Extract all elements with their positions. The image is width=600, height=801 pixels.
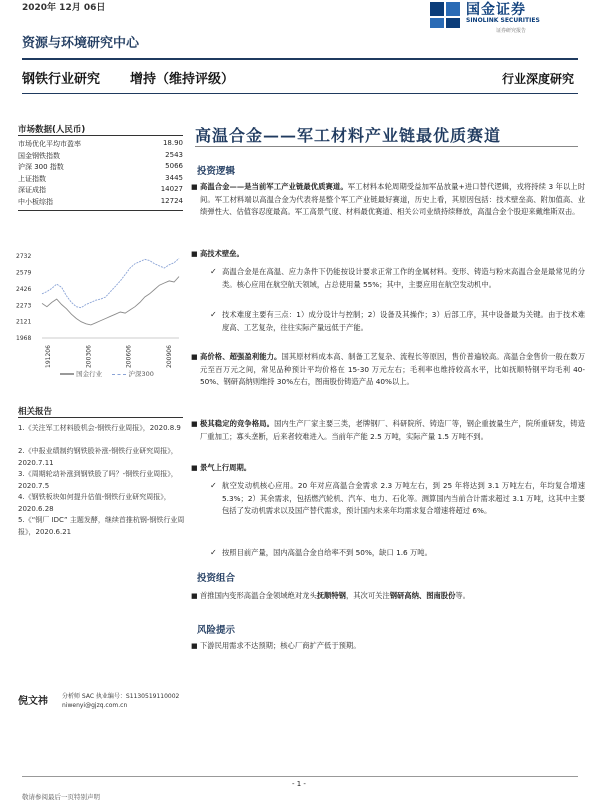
- series-line-industry: [42, 277, 179, 325]
- para-text: 军工材料本轮周期受益加军品放量+进口替代逻辑，戎将持续 3 年以上时间。军工材料端以高温合金为代表将是整个军工产业链最好赛道，历史上看，其原因包括：技术壁垒高、附加值高、业绩弹性大、估值容忍度最高。军工高景气度、材料最优赛道、相关公司业绩持续释放，高温合金个股迎来戴维斯双击。: [200, 182, 585, 216]
- para-text: 国内生产厂家主要三类，老牌钢厂、科研院所、铸造厂等，钢企重披量生产，院所重研发，铸造厂重加工；寡头垄断，后来者较难进入。当前年产能 2.5 万吨，实际产量 1.5 万吨不到。: [200, 419, 585, 441]
- para-alloy-definition: [210, 266, 585, 291]
- x-tick-label: 200606: [125, 345, 133, 368]
- related-report-item[interactable]: 3.《周期轮动补涨到钢铁股了吗？-钢铁行业周报》，2020.7.5: [18, 470, 178, 490]
- y-tick-label: 2121: [16, 318, 32, 326]
- heading-investment-logic: 投资逻辑: [197, 166, 236, 177]
- para-text: ，其次可关注: [345, 591, 390, 600]
- bullet-icon: ■: [191, 592, 198, 600]
- market-value: 14027: [160, 185, 183, 193]
- para-bold: 高价格、超强盈利能力。: [200, 352, 282, 361]
- logo-name-en: SINOLINK SECURITIES: [466, 17, 540, 24]
- bullet-icon: ■: [191, 353, 198, 361]
- related-report-item[interactable]: 5.《“钢厂 IDC” 主题发酵，继续首推杭钢-钢铁行业周报》，2020.6.21: [18, 516, 185, 536]
- report-title: 高温合金——军工材料产业链最优质赛道: [195, 126, 502, 145]
- para-demand: [210, 480, 585, 518]
- market-value: 18.90: [162, 139, 183, 147]
- legend-swatch-industry: [60, 373, 74, 375]
- market-value: 3445: [165, 173, 183, 182]
- para-bold: 高技术壁垒。: [200, 249, 244, 258]
- para-self-sufficiency: [210, 547, 585, 560]
- y-tick-label: 2273: [16, 302, 32, 310]
- market-row: [18, 174, 183, 186]
- para-high-temp-alloy: [191, 181, 585, 219]
- para-high-price: [191, 351, 586, 389]
- para-text: 下游民用需求不达预期；核心厂商扩产低于预期。: [200, 641, 361, 650]
- para-text: 高温合金是在高温、应力条件下仍能按设计要求正常工作的金属材料。变形、铸造与粉末高温合金是最常见的分类。核心应用在航空航天领域，占总使用量 55%；其中，主要应用在航空发动机中。: [222, 267, 585, 289]
- y-tick-label: 2732: [16, 253, 32, 260]
- report-date: 2020年 12月 06日: [22, 3, 106, 13]
- bullet-icon: ■: [191, 420, 198, 428]
- para-text: 按照目前产量，国内高温合金自给率不到 50%，缺口 1.6 万吨。: [222, 548, 432, 557]
- market-row: [18, 139, 183, 151]
- market-divider: [18, 135, 183, 136]
- para-bold: 极其稳定的竞争格局。: [200, 419, 275, 428]
- market-key: 国金钢铁指数: [18, 151, 60, 160]
- para-tech-barrier: [191, 248, 585, 261]
- para-bold: 高温合金——是当前军工产业链最优质赛道。: [200, 182, 348, 191]
- footer-note: 敬请参阅最后一页特别声明: [22, 793, 100, 801]
- market-value: 2543: [165, 150, 183, 159]
- section-divider: [22, 93, 578, 94]
- para-bold: 景气上行周期。: [200, 463, 252, 472]
- check-icon: ✓: [210, 481, 217, 490]
- market-key: 沪深 300 指数: [18, 163, 64, 171]
- check-icon: ✓: [210, 310, 217, 319]
- market-value: 12724: [160, 196, 183, 205]
- stock-others: 钢研高纳、图南股份: [389, 591, 456, 600]
- para-text: 首推国内变形高温合金领域绝对龙头: [200, 591, 317, 600]
- series-line-hs300: [42, 258, 179, 307]
- analyst-license: 分析师 SAC 执业编号：S1130519110002: [62, 693, 180, 700]
- para-text: 技术难度主要有三点：1）成分设计与控制；2）设备及其操作；3）后部工序，其中设备最为关键。由于技术难度高、工艺复杂，往往实际产量远低于产能。: [222, 310, 585, 332]
- market-divider-bottom: [18, 210, 183, 211]
- legend-industry: 国金行业: [76, 370, 103, 378]
- market-row: [18, 162, 183, 174]
- x-tick-label: 200306: [85, 345, 93, 368]
- market-key: 中小板综指: [18, 197, 53, 206]
- logo: [428, 0, 578, 34]
- x-tick-label: 191206: [45, 345, 52, 368]
- y-tick-label: 2426: [16, 285, 32, 293]
- market-key: 深证成指: [18, 186, 46, 194]
- market-row: [18, 185, 183, 197]
- market-key: 上证指数: [18, 174, 46, 183]
- related-reports-title: 相关报告: [18, 407, 53, 417]
- legend-hs300: 沪深300: [128, 370, 154, 378]
- related-report-item[interactable]: 1.《关注军工材料股机会-钢铁行业周报》，2020.8.9: [18, 424, 181, 432]
- logo-name-cn: 国金证券: [466, 2, 526, 18]
- x-tick-label: 200906: [166, 345, 173, 368]
- y-tick-label: 1968: [16, 335, 32, 342]
- heading-risk: 风险提示: [197, 625, 236, 636]
- legend-swatch-hs300: [112, 374, 126, 375]
- para-risk: [191, 640, 585, 653]
- related-divider: [18, 417, 183, 418]
- analyst-email[interactable]: niwenyi@gjzq.com.cn: [62, 702, 128, 709]
- y-tick-label: 2579: [16, 269, 32, 277]
- bullet-icon: ■: [191, 250, 198, 258]
- industry-label: 钢铁行业研究: [22, 72, 101, 87]
- report-type: 行业深度研究: [501, 72, 574, 86]
- bullet-icon: ■: [191, 642, 198, 650]
- stock-fushun: 抚顺特钢: [316, 591, 346, 600]
- chart-legend: [60, 369, 154, 378]
- market-row: [18, 197, 183, 209]
- research-center: 资源与环境研究中心: [22, 36, 140, 51]
- bullet-icon: ■: [191, 183, 198, 191]
- title-divider: [195, 146, 578, 147]
- header-divider: [22, 58, 578, 60]
- market-value: 5066: [165, 162, 183, 170]
- price-chart: [14, 248, 184, 383]
- analyst-info: [62, 692, 179, 710]
- logo-subtitle: 证券研究报告: [496, 28, 527, 34]
- page-number: - 1 -: [292, 780, 306, 788]
- market-data-title: 市场数据(人民币): [18, 125, 86, 135]
- market-key: 市场优化平均市盈率: [18, 140, 81, 148]
- logo-icon: [428, 0, 462, 30]
- check-icon: ✓: [210, 548, 217, 557]
- para-competition: [191, 418, 585, 443]
- market-row: [18, 151, 183, 163]
- para-tech-difficulty: [210, 309, 585, 334]
- rating-label: 增持（维持评级）: [130, 72, 235, 87]
- para-text: 国其原材料成本高、制备工艺复杂、流程长等原因，售价普遍较高。高温合金售价一般在数万元至百万元之间，常见品种预计平均价格在 15-30 万元左右；毛利率也维持较高水平，比如抚顺特钢平均毛利 40-50%、钢研高纳则维持 30%左右，图南股份铸造产品 40%以上。: [200, 352, 586, 386]
- analyst-name: 倪文祎: [18, 696, 48, 707]
- heading-portfolio: 投资组合: [197, 573, 236, 584]
- para-text: 航空发动机核心应用。20 年对应高温合金需求 2.3 万吨左右，到 25 年将达到 3.1 万吨左右，年均复合增速 5.3%；2）其余需求，包括燃汽轮机、汽车、电力、石化等。测算国内当前合计需求超过 3.1 万吨，这其中主要包括了发动机需求以及国产替代需求，预计国内未来年均需求复合增速将超过 6%。: [222, 481, 585, 515]
- bullet-icon: ■: [191, 464, 198, 472]
- para-text: 等。: [455, 591, 470, 600]
- footer-divider: [22, 776, 578, 777]
- para-upcycle: [191, 462, 585, 475]
- para-portfolio: [191, 590, 585, 603]
- related-report-item[interactable]: 2.《中报业绩制约钢铁股补涨-钢铁行业研究周报》，2020.7.11: [18, 447, 178, 467]
- related-report-item[interactable]: 4.《钢铁板块如何提升估值-钢铁行业研究周报》，2020.6.28: [18, 493, 171, 513]
- check-icon: ✓: [210, 267, 217, 276]
